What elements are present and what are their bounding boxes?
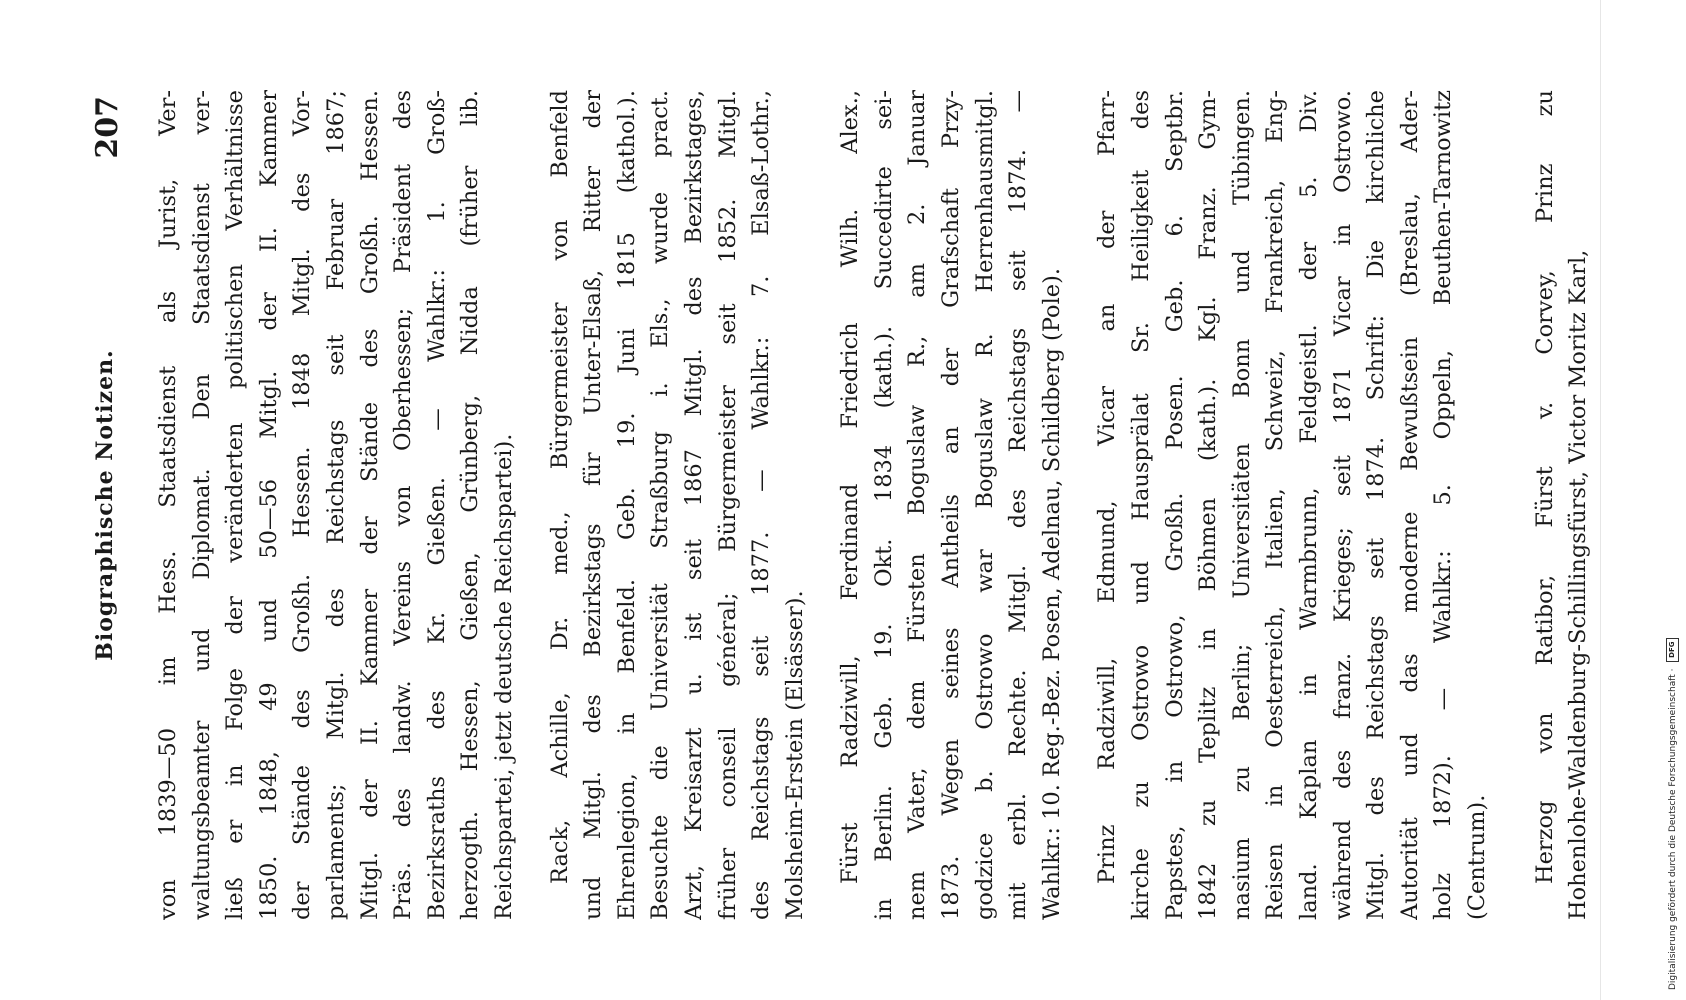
text-line: waltungsbeamter und Diplomat. Den Staatsdienst ver- bbox=[188, 90, 215, 920]
rotated-text-block bbox=[90, 90, 1590, 920]
digitization-credit bbox=[1666, 638, 1679, 990]
text-line: Fürst Radziwill, Ferdinand Friedrich Wilh. Alex., bbox=[837, 90, 864, 884]
paragraph-p5 bbox=[1529, 90, 1596, 920]
text-line: holz 1872). — Wahlkr.: 5. Oppeln, Beuthen-Tarnowitz bbox=[1430, 90, 1457, 920]
text-line: ließ er in Folge der veränderten politischen Verhältnisse bbox=[222, 90, 249, 920]
text-line: Rack, Achille, Dr. med., Bürgermeister von Benfeld bbox=[546, 90, 573, 884]
paragraph-gap bbox=[1495, 90, 1529, 920]
text-line: Molsheim-Erstein (Elsässer). bbox=[781, 590, 808, 920]
text-line: während des franz. Krieges; seit 1871 Vicar in Ostrowo. bbox=[1329, 90, 1356, 920]
credit-text: Digitalisierung gefördert durch die Deutsche Forschungsgemeinschaft · bbox=[1668, 668, 1678, 990]
text-line: Besuchte die Universität Straßburg i. Els., wurde pract. bbox=[647, 90, 674, 920]
paragraph-p3 bbox=[834, 90, 1069, 920]
paragraph-p1 bbox=[152, 90, 522, 920]
text-line: Prinz Radziwill, Edmund, Vicar an der Pfarr- bbox=[1094, 90, 1121, 884]
text-line: Mitgl. des Reichstags seit 1874. Schrift: Die kirchliche bbox=[1363, 90, 1390, 920]
text-line: des Reichstags seit 1877. — Wahlkr.: 7. Elsaß-Lothr., bbox=[748, 90, 775, 920]
page-body bbox=[152, 90, 1596, 920]
text-line: Hohenlohe-Waldenburg-Schillingsfürst, Victor Moritz Karl, bbox=[1565, 249, 1592, 920]
text-line: der Stände des Großh. Hessen. 1848 Mitgl. des Vor- bbox=[289, 90, 316, 920]
dfg-logo-icon: DFG bbox=[1666, 638, 1679, 662]
text-line: nasium zu Berlin; Universitäten Bonn und Tübingen. bbox=[1228, 90, 1255, 920]
text-line: godzice b. Ostrowo war Boguslaw R. Herrenhausmitgl. bbox=[971, 90, 998, 920]
text-line: Papstes, in Ostrowo, Großh. Posen. Geb. 6. Septbr. bbox=[1161, 90, 1188, 920]
text-line: Präs. des landw. Vereins von Oberhessen; Präsident des bbox=[390, 90, 417, 920]
page-number: 207 bbox=[90, 96, 125, 159]
text-line: früher conseil général; Bürgermeister seit 1852. Mitgl. bbox=[714, 90, 741, 920]
text-line: Ehrenlegion, in Benfeld. Geb. 19. Juni 1815 (kathol.). bbox=[613, 90, 640, 920]
text-line: 1850. 1848, 49 und 50—56 Mitgl. der II. Kammer bbox=[255, 90, 282, 920]
paragraph-p4 bbox=[1091, 90, 1494, 920]
paragraph-gap bbox=[812, 90, 834, 920]
text-line: Reisen in Oesterreich, Italien, Schweiz, Frankreich, Eng- bbox=[1262, 90, 1289, 920]
text-line: von 1839—50 im Hess. Staatsdienst als Jurist, Ver- bbox=[155, 90, 181, 920]
text-line: 1873. Wegen seines Antheils an der Grafschaft Przy- bbox=[938, 90, 965, 920]
page-title: Biographische Notizen. bbox=[92, 349, 118, 661]
scan-divider bbox=[1600, 0, 1601, 1000]
text-line: Reichspartei, jetzt deutsche Reichspartei). bbox=[490, 433, 517, 920]
text-line: Bezirksraths des Kr. Gießen. — Wahlkr.: 1. Groß- bbox=[423, 90, 450, 920]
text-line: (Centrum). bbox=[1463, 794, 1490, 920]
text-line: 1842 zu Teplitz in Böhmen (kath.). Kgl. Franz. Gym- bbox=[1195, 90, 1222, 920]
text-line: Arzt, Kreisarzt u. ist seit 1867 Mitgl. des Bezirkstages, bbox=[680, 90, 707, 920]
text-line: parlaments; Mitgl. des Reichstags seit Februar 1867; bbox=[322, 90, 349, 920]
text-line: Autorität und das moderne Bewußtsein (Breslau, Ader- bbox=[1396, 90, 1423, 920]
text-line: in Berlin. Geb. 19. Okt. 1834 (kath.). Succedirte sei- bbox=[870, 90, 897, 920]
text-line: Mitgl. der II. Kammer der Stände des Großh. Hessen. bbox=[356, 90, 383, 920]
text-line: land. Kaplan in Warmbrunn, Feldgeistl. der 5. Div. bbox=[1296, 90, 1322, 920]
text-line: und Mitgl. des Bezirkstags für Unter-Elsaß, Ritter der bbox=[580, 90, 607, 920]
text-line: Wahlkr.: 10. Reg.-Bez. Posen, Adelnau, Schildberg (Pole). bbox=[1038, 267, 1065, 920]
paragraph-gap bbox=[1069, 90, 1091, 920]
paragraph-gap bbox=[522, 90, 544, 920]
text-line: kirche zu Ostrowo und Hausprälat Sr. Heiligkeit des bbox=[1128, 90, 1155, 920]
text-line: nem Vater, dem Fürsten Boguslaw R., am 2. Januar bbox=[904, 90, 931, 920]
text-line: mit erbl. Rechte. Mitgl. des Reichstags seit 1874. — bbox=[1005, 90, 1032, 920]
text-line: Herzog von Ratibor, Fürst v. Corvey, Prinz zu bbox=[1531, 90, 1558, 884]
paragraph-p2 bbox=[544, 90, 813, 920]
text-line: herzogth. Hessen, Gießen, Grünberg, Nidda (früher lib. bbox=[457, 90, 484, 920]
